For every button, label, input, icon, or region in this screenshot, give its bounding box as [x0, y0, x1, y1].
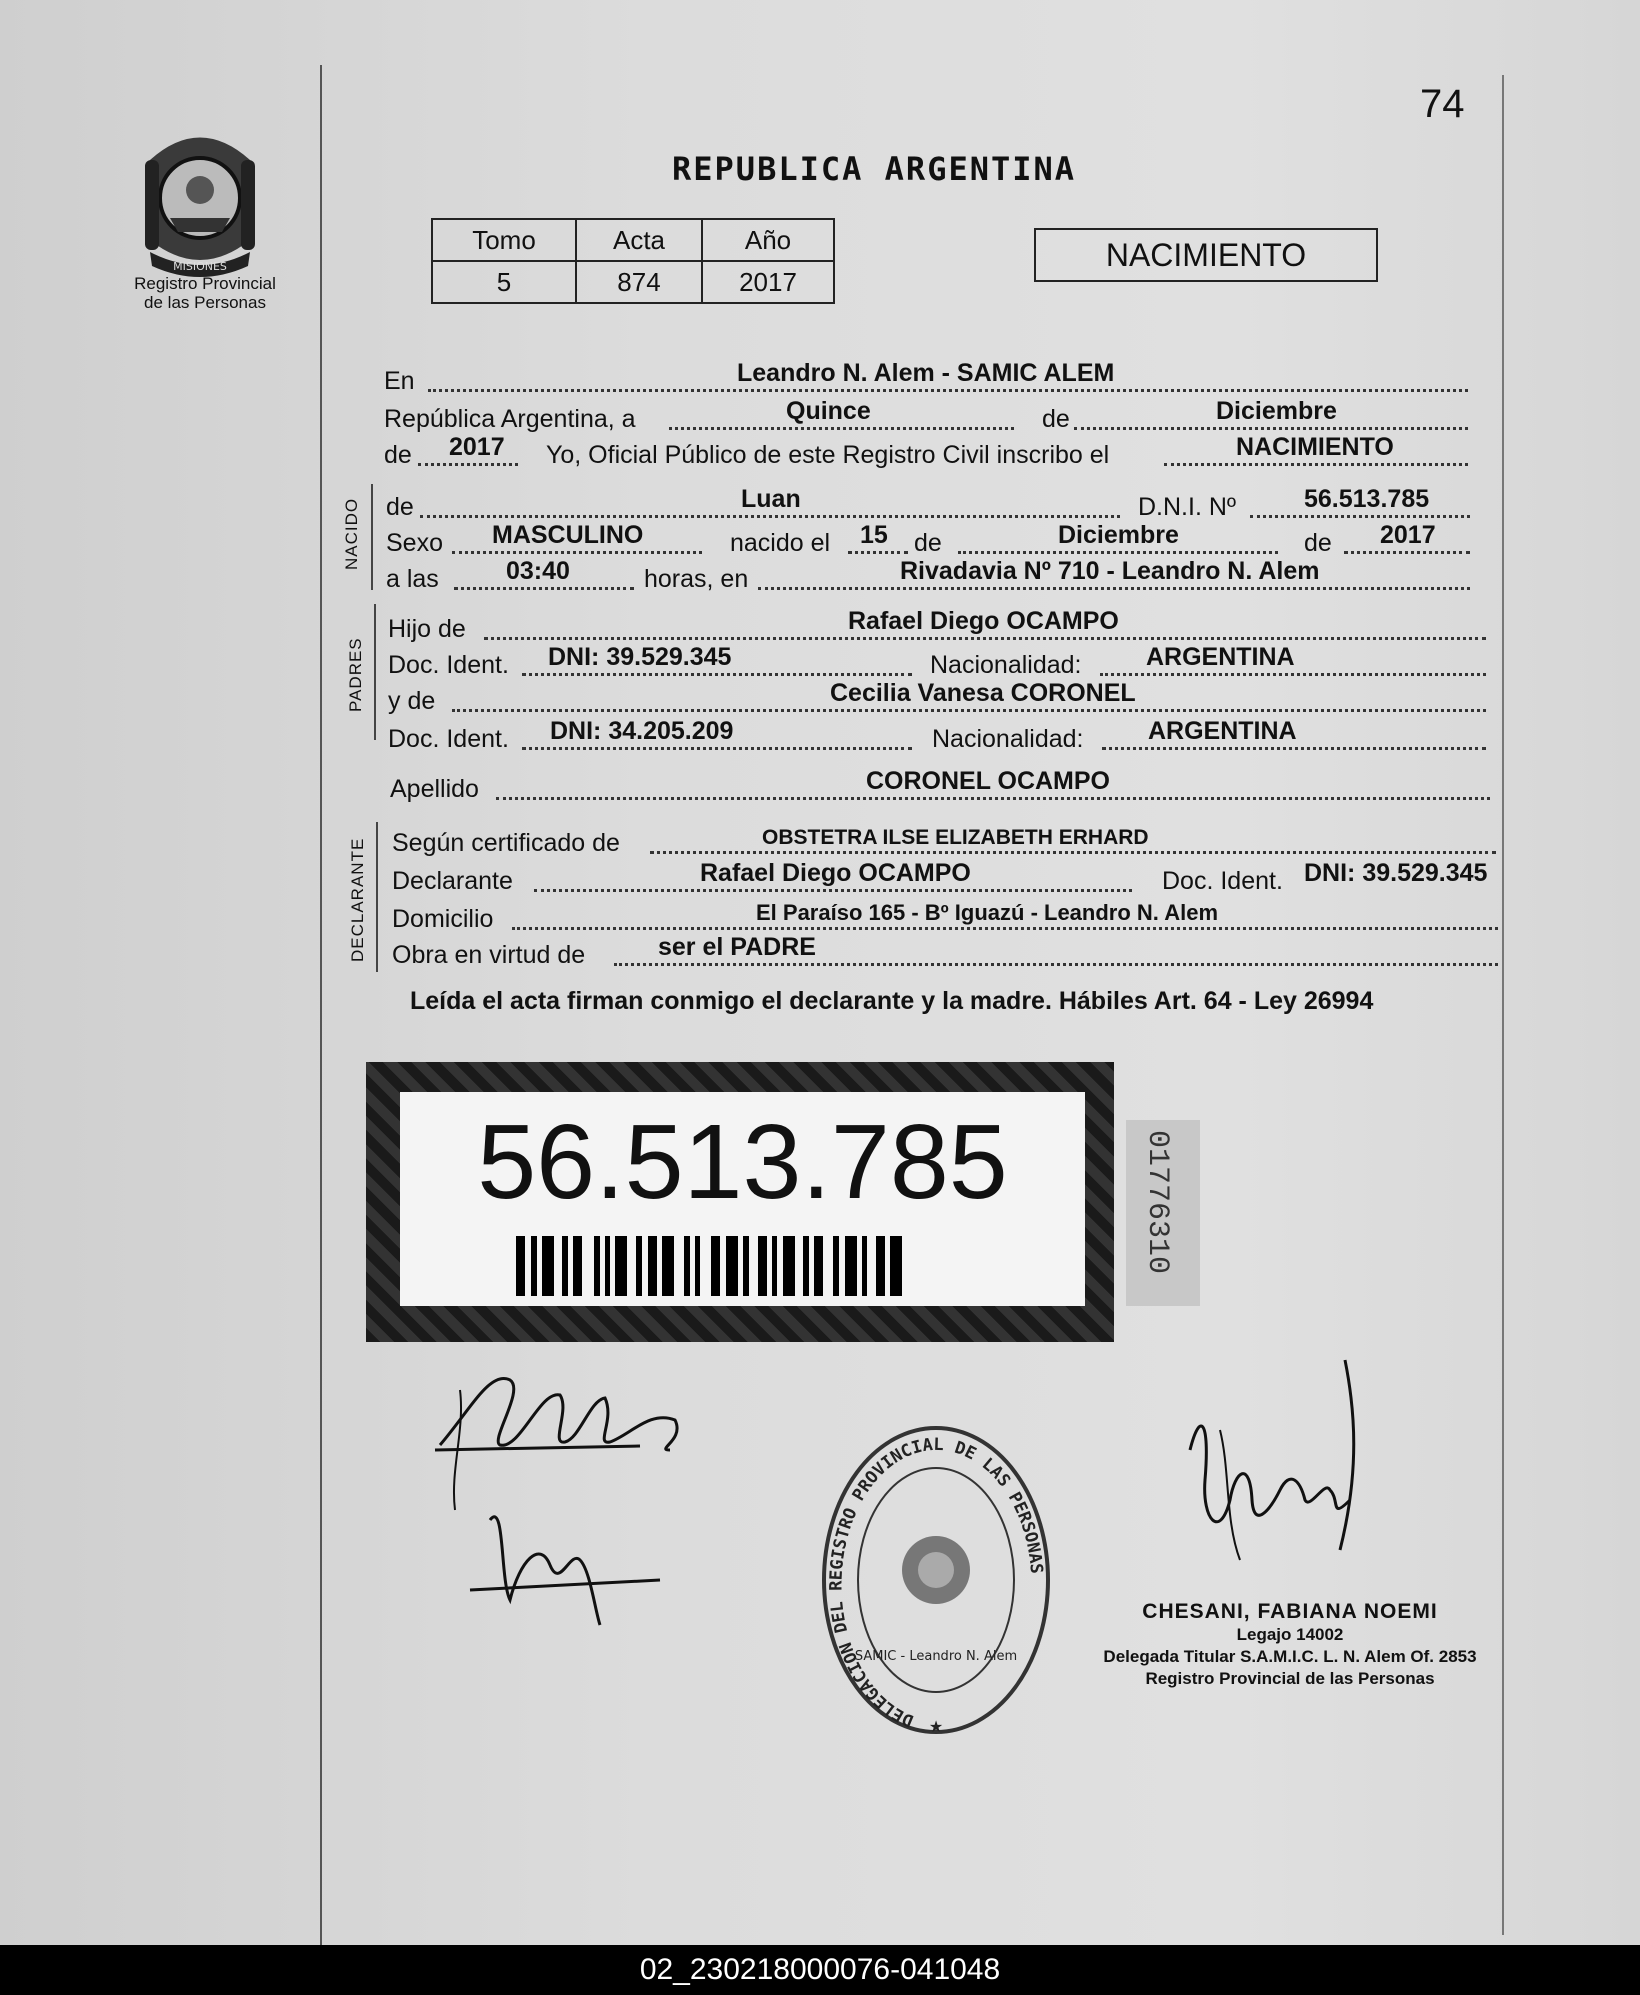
row-father: [388, 607, 1498, 644]
de-label: de: [1304, 529, 1332, 557]
issuer-line2: de las Personas: [144, 293, 266, 312]
document-title: REPUBLICA ARGENTINA: [672, 150, 1077, 188]
section-bar: [376, 822, 378, 972]
declarante-section-label: DECLARANTE: [348, 837, 367, 962]
scan-id-footer: 02_230218000076-041048: [0, 1945, 1640, 1995]
father-name: Rafael Diego OCAMPO: [848, 607, 1119, 635]
sticker-number: 56.513.785: [477, 1103, 1008, 1221]
barcode: [516, 1236, 976, 1296]
obra-value: ser el PADRE: [658, 933, 816, 961]
dotted-line: [650, 851, 1496, 854]
dotted-line: [1250, 515, 1470, 518]
sexo-label: Sexo: [386, 529, 443, 557]
doc-label: Doc. Ident.: [388, 651, 509, 679]
oficial-text: Yo, Oficial Público de este Registro Civil inscribo el: [546, 441, 1110, 469]
padres-section-label: PADRES: [346, 637, 365, 712]
doc-label: Doc. Ident.: [1162, 867, 1283, 895]
dotted-line: [428, 389, 1468, 392]
dotted-line: [522, 673, 912, 676]
declarant-signature: [430, 1350, 710, 1640]
dotted-line: [522, 747, 912, 750]
signer-name: CHESANI, FABIANA NOEMI: [1142, 1600, 1438, 1623]
left-margin-line: [320, 65, 322, 1945]
signer-org: Registro Provincial de las Personas: [1145, 1669, 1435, 1688]
place-value: Leandro N. Alem - SAMIC ALEM: [737, 359, 1115, 387]
tomo-value: 5: [432, 261, 576, 303]
row-year: [384, 433, 1484, 470]
dotted-line: [484, 637, 1486, 640]
dotted-line: [534, 889, 1132, 892]
row-apellido: [390, 767, 1500, 804]
dni-sticker: [366, 1062, 1114, 1342]
row-domicilio: [392, 900, 1504, 934]
row-mother-doc: [388, 717, 1498, 754]
svg-text:★: ★: [928, 1717, 944, 1736]
dotted-line: [1100, 673, 1486, 676]
dotted-line: [1102, 747, 1486, 750]
dotted-line: [420, 515, 1120, 518]
dni-label: D.N.I. Nº: [1138, 493, 1237, 521]
birth-time: 03:40: [506, 557, 570, 585]
row-certificado: [392, 824, 1504, 858]
birth-day: 15: [860, 521, 888, 549]
certificado-value: OBSTETRA ILSE ELIZABETH ERHARD: [762, 826, 1149, 849]
a-las-label: a las: [386, 565, 439, 593]
anio-value: 2017: [702, 261, 834, 303]
domicilio-label: Domicilio: [392, 905, 494, 933]
issuer-label: [110, 274, 300, 312]
event-value: NACIMIENTO: [1236, 433, 1394, 461]
dotted-line: [452, 709, 1486, 712]
month-value: Diciembre: [1216, 397, 1337, 425]
section-bar: [374, 604, 376, 740]
dotted-line: [418, 463, 518, 466]
row-republica: [384, 397, 1484, 434]
official-seal: [816, 1420, 1056, 1740]
birth-year: 2017: [1380, 521, 1436, 549]
dotted-line: [958, 551, 1278, 554]
mother-doc: DNI: 34.205.209: [550, 717, 734, 745]
official-signature: [1180, 1350, 1380, 1590]
row-en: [384, 359, 1484, 396]
hijo-de-label: Hijo de: [388, 615, 466, 643]
sticker-serial: [1126, 1120, 1200, 1306]
sticker-inner: [400, 1092, 1085, 1306]
row-name: [386, 485, 1486, 522]
dotted-line: [848, 551, 908, 554]
dotted-line: [1344, 551, 1470, 554]
dotted-line: [1074, 427, 1468, 430]
en-label: En: [384, 367, 415, 395]
day-value: Quince: [786, 397, 871, 425]
signer-role: Delegada Titular S.A.M.I.C. L. N. Alem Of. 2853: [1103, 1647, 1477, 1666]
apellido-value: CORONEL OCAMPO: [866, 767, 1110, 795]
de-label: de: [1042, 405, 1070, 433]
serial-number: 01776310: [1140, 1130, 1174, 1275]
declarante-doc: DNI: 39.529.345: [1304, 859, 1488, 887]
de-label: de: [386, 493, 414, 521]
nacionalidad-label: Nacionalidad:: [932, 725, 1084, 753]
dotted-line: [512, 927, 1498, 930]
dotted-line: [496, 797, 1490, 800]
seal-ring-text: DELEGACION DEL REGISTRO PROVINCIAL DE LAS PERSONAS: [826, 1434, 1047, 1731]
seal-inner-text: SAMIC - Leandro N. Alem: [854, 1649, 1018, 1664]
father-doc: DNI: 39.529.345: [548, 643, 732, 671]
row-father-doc: [388, 643, 1498, 680]
dotted-line: [758, 587, 1470, 590]
acta-header: Acta: [576, 219, 702, 261]
republica-label: República Argentina, a: [384, 405, 636, 433]
section-bar: [371, 484, 373, 590]
birth-month: Diciembre: [1058, 521, 1179, 549]
birth-place: Rivadavia Nº 710 - Leandro N. Alem: [900, 557, 1320, 585]
dotted-line: [669, 427, 1014, 430]
row-mother: [388, 679, 1498, 716]
signer-legajo: Legajo 14002: [1236, 1625, 1344, 1644]
page-number: 74: [1420, 82, 1465, 126]
declarante-value: Rafael Diego OCAMPO: [700, 859, 971, 887]
declarante-label: Declarante: [392, 867, 513, 895]
register-table: [431, 218, 835, 304]
tomo-header: Tomo: [432, 219, 576, 261]
anio-header: Año: [702, 219, 834, 261]
row-declarante: [392, 859, 1504, 896]
dotted-line: [454, 587, 634, 590]
year-value: 2017: [449, 433, 505, 461]
apellido-label: Apellido: [390, 775, 479, 803]
child-dni: 56.513.785: [1304, 485, 1430, 513]
province-logo: [130, 120, 270, 280]
doc-label: Doc. Ident.: [388, 725, 509, 753]
y-de-label: y de: [388, 687, 436, 715]
nacionalidad-label: Nacionalidad:: [930, 651, 1082, 679]
dotted-line: [614, 963, 1498, 966]
obra-label: Obra en virtud de: [392, 941, 586, 969]
de-label: de: [384, 441, 412, 469]
father-nationality: ARGENTINA: [1146, 643, 1295, 671]
official-signer-block: [1070, 1600, 1510, 1690]
acta-value: 874: [576, 261, 702, 303]
sexo-value: MASCULINO: [492, 521, 644, 549]
mother-name: Cecilia Vanesa CORONEL: [830, 679, 1136, 707]
record-type-box: NACIMIENTO: [1034, 228, 1378, 282]
row-time: [386, 557, 1486, 594]
mother-nationality: ARGENTINA: [1148, 717, 1297, 745]
certificado-label: Según certificado de: [392, 829, 620, 857]
row-sexo: [386, 521, 1486, 558]
domicilio-value: El Paraíso 165 - Bº Iguazú - Leandro N. Alem: [756, 900, 1218, 925]
svg-text:MISIONES: MISIONES: [173, 260, 227, 273]
nacido-el-label: nacido el: [730, 529, 831, 557]
row-obra: [392, 933, 1504, 970]
dotted-line: [1164, 463, 1468, 466]
horas-label: horas, en: [644, 565, 749, 593]
child-name: Luan: [741, 485, 801, 513]
issuer-line1: Registro Provincial: [134, 274, 276, 293]
closing-note: Leída el acta firman conmigo el declarante y la madre. Hábiles Art. 64 - Ley 26994: [410, 987, 1374, 1015]
dotted-line: [452, 551, 702, 554]
nacido-section-label: NACIDO: [342, 497, 361, 570]
de-label: de: [914, 529, 942, 557]
